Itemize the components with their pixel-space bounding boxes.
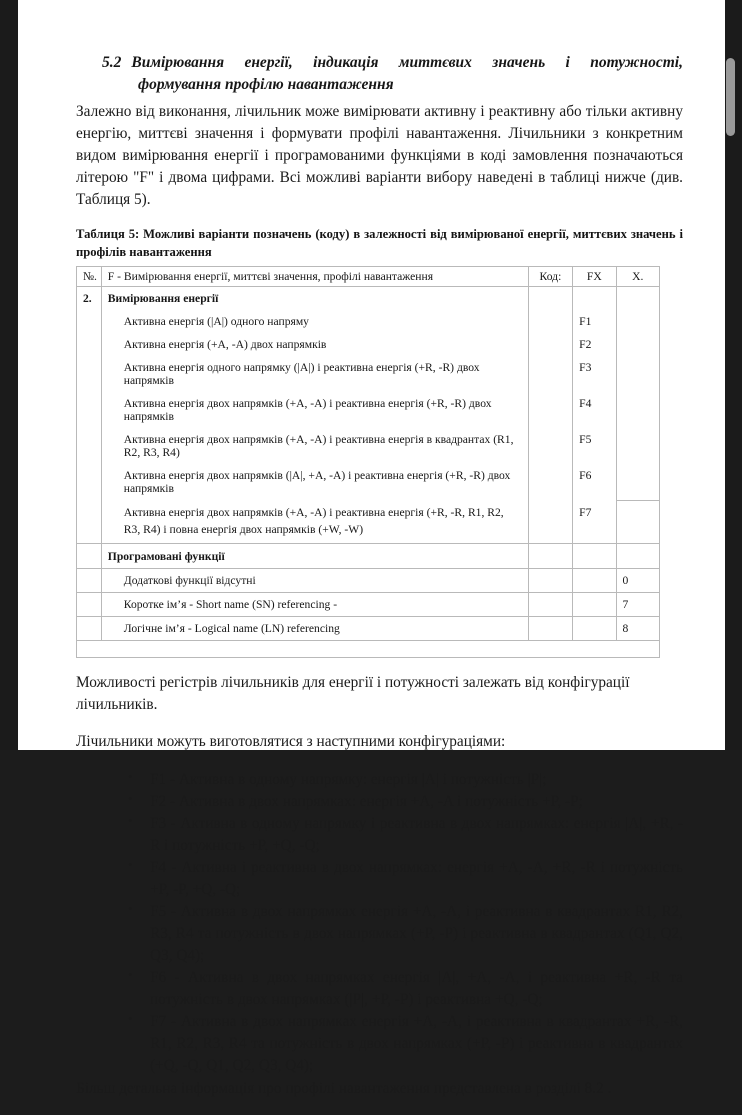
row-description: Активна енергія двох напрямків (|A|, +A, -A) і реактивна енергія (+R, -R) двох напрямків — [123, 469, 511, 496]
table-row — [77, 333, 660, 356]
row-description: Активна енергія двох напрямків (+A, -A) і реактивна енергія (+R, -R, R1, R2, R3, R4) і повна енергія двох напрямків (+W, -W) — [123, 506, 504, 536]
header-cell-kod — [528, 267, 572, 287]
cell-no — [77, 464, 102, 500]
row-fx-code: F3 — [579, 361, 592, 375]
row-description: Активна енергія одного напрямку (|A|) і реактивна енергія (+R, -R) двох напрямків — [123, 361, 480, 388]
cell-kod — [528, 333, 572, 356]
cell-desc — [101, 310, 528, 333]
cell-desc — [101, 593, 528, 617]
header-kod-label: Код: — [539, 270, 562, 284]
heading-title-line-2: формування профілю навантаження — [138, 76, 394, 93]
cell-no — [77, 333, 102, 356]
header-fx-label: FX — [586, 270, 602, 284]
row-fx-code: F1 — [579, 315, 592, 329]
section-energy-number: 2. — [83, 292, 92, 306]
cell-no — [77, 617, 102, 641]
cell-section-energy-no — [77, 287, 102, 311]
heading-number: 5.2 — [102, 54, 122, 71]
cell-bottom-no — [77, 641, 102, 658]
section-functions-title: Програмовані функції — [107, 550, 225, 564]
cell-x — [616, 593, 659, 617]
list-item: • F1 - Активна в одному напрямку: енергія |A| і потужність |P|; — [128, 769, 683, 791]
table-row-section-functions — [77, 544, 660, 569]
header-cell-fx — [573, 267, 616, 287]
cell-fx — [573, 569, 616, 593]
list-item: • F5 - Активна в двох напрямках енергія +A, -A, і реактивна в квадрантах R1, R2, R3, R4 та потужність в двох напрямках (+P, -P) і реактивна в квадрантах (Q1, Q2, Q3, Q4); — [128, 901, 683, 967]
cell-section-functions-fx — [573, 544, 616, 569]
cell-desc — [101, 392, 528, 428]
cell-kod — [528, 593, 572, 617]
cell-section-functions-no — [77, 544, 102, 569]
table-row — [77, 500, 660, 543]
cell-desc — [101, 333, 528, 356]
header-x-label: X. — [632, 270, 644, 284]
cell-section-functions-kod — [528, 544, 572, 569]
cell-desc — [101, 500, 528, 543]
heading-first-line — [76, 52, 683, 74]
heading-title-line-1: Вимірювання енергії, індикація миттєвих значень і потужності, — [131, 54, 683, 71]
cell-no — [77, 593, 102, 617]
viewport-left-band — [0, 0, 18, 750]
row-x-code: 0 — [622, 574, 629, 588]
cell-fx — [573, 428, 616, 464]
cell-x — [616, 569, 659, 593]
row-description: Логічне ім’я - Logical name (LN) referencing — [123, 622, 340, 636]
configuration-list — [76, 769, 683, 1077]
intro-paragraph: Залежно від виконання, лічильник може вимірювати активну і реактивну або тільки активну енергію, миттєві значення і формувати профілі навантаження. Лічильники з конкретним видом вимірювання енергії і програмованими функціями в коді замовлення позначаються літерою "F" і двома цифрами. Всі можливі варіанти вибору наведені в таблиці нижче (див. Таблиця 5). — [76, 103, 683, 209]
cell-no — [77, 356, 102, 392]
table-row — [77, 392, 660, 428]
cell-desc — [101, 356, 528, 392]
cell-kod — [528, 392, 572, 428]
cell-bottom-fx — [573, 641, 616, 658]
after-table-paragraph-line-2: Лічильники можуть виготовлятися з наступними конфігураціями: — [76, 733, 506, 751]
cell-kod — [528, 356, 572, 392]
viewport-right-band — [725, 0, 742, 750]
cell-desc — [101, 428, 528, 464]
row-fx-code: F4 — [579, 397, 592, 411]
table-body — [77, 287, 660, 658]
cell-x — [616, 428, 659, 464]
cell-bottom-kod — [528, 641, 572, 658]
row-fx-code: F7 — [579, 506, 592, 520]
row-description: Активна енергія (+A, -A) двох напрямків — [123, 338, 327, 352]
list-item: • F7 - Активна в двох напрямках енергія +A, -A, і реактивна в квадрантах +R, -R, R1, R2, R3, R4 та потужність в двох напрямках (+P, -P) і реактивна в квадрантах (+Q, -Q, Q1, Q2, Q3, Q4); — [128, 1011, 683, 1077]
row-description: Активна енергія (|A|) одного напряму — [123, 315, 309, 329]
cell-fx — [573, 464, 616, 500]
row-fx-code: F6 — [579, 469, 592, 483]
cell-section-energy-kod — [528, 287, 572, 311]
table-row — [77, 464, 660, 500]
document-body — [76, 0, 683, 1115]
row-description: Коротке ім’я - Short name (SN) referencing - — [123, 598, 338, 612]
table-5-wrapper — [76, 266, 660, 658]
section-heading — [76, 52, 683, 96]
list-item: • F4 - Активна і реактивна в двох напрямках: енергія +A, -A, +R, -R і потужність +P, -P, +Q, -Q; — [128, 857, 683, 901]
cell-desc — [101, 569, 528, 593]
table-row — [77, 428, 660, 464]
cell-no — [77, 392, 102, 428]
cell-x — [616, 333, 659, 356]
cell-fx — [573, 593, 616, 617]
row-x-code: 7 — [622, 598, 629, 612]
header-cell-x — [616, 267, 659, 287]
cell-fx — [573, 310, 616, 333]
cell-bottom-x — [616, 641, 659, 658]
table-row — [77, 356, 660, 392]
cell-x — [616, 464, 659, 500]
document-page — [18, 0, 725, 1097]
row-fx-code: F2 — [579, 338, 592, 352]
table-row — [77, 310, 660, 333]
cell-section-energy-title — [101, 287, 528, 311]
closing-paragraph: Більш детальна інформація про профілі навантаження представлена в розділі 8.2 . — [76, 1079, 612, 1097]
row-description: Додаткові функції відсутні — [123, 574, 256, 588]
cell-x — [616, 310, 659, 333]
vertical-scrollbar-thumb[interactable] — [726, 58, 735, 136]
after-table-paragraph-line-1: Можливості регістрів лічильників для енергії і потужності залежать від конфігурації лічильників. — [76, 674, 630, 714]
section-energy-title: Вимірювання енергії — [107, 292, 219, 306]
cell-desc — [101, 617, 528, 641]
cell-section-functions-x — [616, 544, 659, 569]
cell-fx — [573, 500, 616, 543]
cell-bottom-desc — [101, 641, 528, 658]
cell-no — [77, 569, 102, 593]
table-caption-line-2: профілів навантаження — [76, 244, 212, 259]
header-no-label: №. — [83, 270, 97, 284]
cell-fx — [573, 392, 616, 428]
cell-no — [77, 500, 102, 543]
cell-fx — [573, 333, 616, 356]
cell-section-functions-title — [101, 544, 528, 569]
row-description: Активна енергія двох напрямків (+A, -A) і реактивна енергія (+R, -R) двох напрямків — [123, 397, 492, 424]
table-bottom-spacer-row — [77, 641, 660, 658]
cell-x — [616, 617, 659, 641]
header-cell-no — [77, 267, 102, 287]
cell-kod — [528, 569, 572, 593]
cell-x — [616, 392, 659, 428]
cell-x — [616, 356, 659, 392]
header-cell-desc — [101, 267, 528, 287]
header-desc-label: F - Вимірювання енергії, миттєві значення, профілі навантаження — [107, 270, 434, 284]
cell-section-energy-x — [616, 287, 659, 311]
table-row-section-energy — [77, 287, 660, 311]
row-x-code: 8 — [622, 622, 629, 636]
table-caption-line-1: Таблиця 5: Можливі варіанти позначень (коду) в залежності від вимірюваної енергії, миттєвих значень і — [76, 227, 683, 242]
list-item: • F3 - Активна в одному напрямку і реактивна в двох напрямках: енергія |A|, +R, -R і потужність +P, +Q, -Q; — [128, 813, 683, 857]
table-caption — [76, 226, 683, 261]
table-row — [77, 617, 660, 641]
cell-fx — [573, 617, 616, 641]
row-fx-code: F5 — [579, 433, 592, 447]
cell-kod — [528, 464, 572, 500]
cell-kod — [528, 500, 572, 543]
cell-fx — [573, 356, 616, 392]
cell-no — [77, 310, 102, 333]
list-item: • F2 - Активна в двох напрямках: енергія +A, -A і потужність +P, -P; — [128, 791, 683, 813]
cell-no — [77, 428, 102, 464]
cell-desc — [101, 464, 528, 500]
table-header-row — [77, 267, 660, 287]
cell-x — [616, 500, 659, 543]
list-item: • F6 - Активна в двох напрямках енергія |A|, +A, -A, і реактивна +R, -R та потужність в двох напрямках (|P|, +P, -P) і реактивна +Q, -Q; — [128, 967, 683, 1011]
table-row — [77, 569, 660, 593]
table-header — [77, 267, 660, 287]
table-5 — [76, 266, 660, 658]
cell-kod — [528, 617, 572, 641]
table-row — [77, 593, 660, 617]
row-description: Активна енергія двох напрямків (+A, -A) і реактивна енергія в квадрантах (R1, R2, R3, R4) — [123, 433, 514, 460]
cell-section-energy-fx — [573, 287, 616, 311]
cell-kod — [528, 428, 572, 464]
cell-kod — [528, 310, 572, 333]
